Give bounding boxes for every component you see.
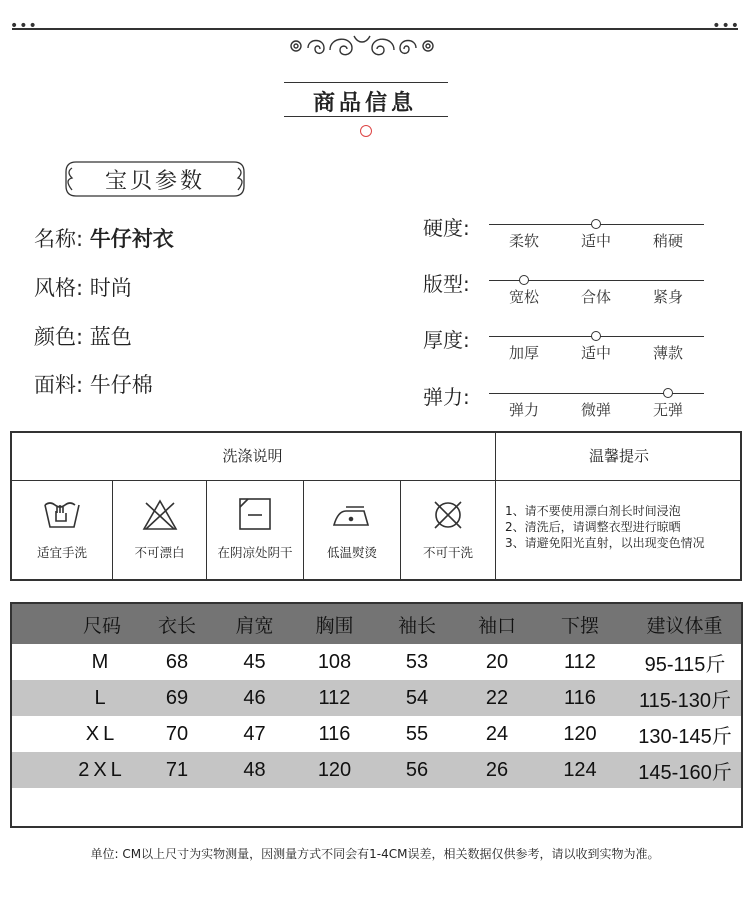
scale-option: 薄款 — [653, 344, 684, 362]
care-label: 适宜手洗 — [36, 545, 87, 560]
scale-option: 合体 — [581, 288, 612, 306]
tip-item: 1、请不要使用漂白剂长时间浸泡 — [505, 504, 681, 518]
size-table-header — [12, 604, 741, 644]
scale-thickness — [423, 324, 713, 374]
scale-option: 适中 — [581, 344, 612, 362]
no-dry-clean-icon — [428, 497, 468, 533]
sleeve-cell: 56 — [405, 758, 429, 781]
weight-cell: 130-145斤 — [638, 725, 732, 748]
header-cell: 胸围 — [315, 615, 354, 637]
attr-key: 面料: — [34, 373, 84, 397]
tips-list — [505, 503, 705, 551]
chest-cell: 108 — [317, 650, 352, 673]
scale-option: 无弹 — [653, 401, 684, 419]
attr-fabric — [34, 369, 153, 399]
scale-option: 适中 — [581, 232, 612, 250]
sleeve-cell: 54 — [405, 686, 429, 709]
hem-cell: 120 — [563, 722, 597, 745]
scale-option: 微弹 — [581, 401, 612, 419]
header-cell: 尺码 — [82, 615, 121, 637]
scale-marker — [663, 388, 673, 398]
no-bleach-icon — [140, 497, 180, 533]
scale-marker — [519, 275, 529, 285]
length-cell: 70 — [165, 722, 189, 745]
cuff-cell: 22 — [485, 686, 509, 709]
attr-key: 颜色: — [34, 325, 84, 349]
length-cell: 68 — [165, 650, 189, 673]
page-title: 商品信息 — [312, 90, 417, 116]
scale-option: 稍硬 — [653, 232, 684, 250]
table-row — [12, 680, 741, 716]
shoulder-cell: 47 — [243, 722, 266, 745]
shoulder-cell: 45 — [243, 650, 266, 673]
scale-option: 柔软 — [509, 232, 540, 250]
shade-dry-icon — [235, 497, 275, 533]
attr-key: 名称: — [34, 227, 84, 251]
size-cell: 2XL — [78, 758, 126, 781]
sleeve-cell: 53 — [405, 650, 429, 673]
care-item-no-dry-clean — [401, 481, 495, 581]
scale-label: 版型: — [423, 272, 470, 296]
attr-value: 时尚 — [89, 276, 132, 300]
weight-cell: 145-160斤 — [638, 761, 732, 784]
header-cell: 建议体重 — [646, 615, 723, 637]
hem-cell: 124 — [563, 758, 597, 781]
size-cell: XL — [85, 722, 119, 745]
cuff-cell: 24 — [485, 722, 509, 745]
care-label: 在阴凉处阴干 — [217, 545, 293, 560]
table-row — [12, 644, 741, 680]
low-iron-icon — [330, 497, 374, 533]
attr-key: 风格: — [34, 276, 84, 300]
shoulder-cell: 46 — [243, 686, 266, 709]
footnote: 单位: CM以上尺寸为实物测量，因测量方式不同会有1-4CM误差，相关数据仅供参考，请以收到实物为准。 — [90, 847, 660, 861]
scale-fit — [423, 268, 713, 318]
attr-color — [34, 321, 132, 351]
cuff-cell: 26 — [485, 758, 509, 781]
weight-cell: 115-130斤 — [639, 689, 731, 712]
care-item-hand-wash — [12, 481, 113, 581]
tips-header: 温馨提示 — [495, 431, 742, 481]
header-cell: 肩宽 — [235, 615, 274, 637]
weight-cell: 95-115斤 — [644, 653, 726, 676]
attr-style — [34, 272, 132, 302]
hem-cell: 116 — [564, 686, 596, 709]
wash-header: 洗涤说明 — [10, 431, 495, 481]
title-rule-bottom — [284, 116, 448, 117]
care-item-no-bleach — [113, 481, 207, 581]
chest-cell: 116 — [318, 722, 351, 745]
scale-elasticity — [423, 381, 713, 431]
size-table — [10, 602, 743, 828]
chest-cell: 112 — [318, 686, 351, 709]
tip-item: 2、清洗后，请调整衣型进行晾晒 — [505, 520, 681, 534]
hem-cell: 112 — [564, 650, 596, 673]
care-item-shade-dry — [207, 481, 304, 581]
title-rule-top — [284, 82, 448, 83]
care-item-low-iron — [304, 481, 401, 581]
attr-value: 牛仔棉 — [89, 373, 153, 397]
sleeve-cell: 55 — [405, 722, 429, 745]
scale-hardness — [423, 212, 713, 262]
care-label: 低温熨烫 — [326, 545, 377, 560]
header-cell: 衣长 — [157, 615, 196, 637]
attr-name — [34, 223, 174, 253]
scale-label: 硬度: — [423, 216, 470, 240]
scale-label: 弹力: — [423, 385, 470, 409]
tip-item: 3、请避免阳光直射，以出现变色情况 — [505, 536, 705, 550]
care-divider — [495, 481, 496, 581]
length-cell: 69 — [165, 686, 189, 709]
chest-cell: 120 — [317, 758, 352, 781]
size-cell: L — [94, 686, 110, 709]
size-cell: M — [91, 650, 113, 673]
attr-value: 牛仔衬衣 — [89, 227, 174, 251]
table-row — [12, 752, 741, 788]
header-cell: 袖长 — [397, 615, 436, 637]
shoulder-cell: 48 — [243, 758, 266, 781]
scale-marker — [591, 331, 601, 341]
scale-marker — [591, 219, 601, 229]
dots-left: ••• — [10, 18, 38, 34]
hand-wash-icon — [42, 497, 82, 533]
header-cell: 下摆 — [560, 615, 599, 637]
care-label: 不可干洗 — [422, 545, 473, 560]
care-label: 不可漂白 — [134, 545, 185, 560]
section-label: 宝贝参数 — [104, 169, 205, 194]
length-cell: 71 — [165, 758, 189, 781]
scale-option: 弹力 — [509, 401, 540, 419]
scroll-ornament-icon — [282, 30, 442, 66]
scale-option: 宽松 — [509, 288, 540, 306]
attr-value: 蓝色 — [89, 325, 132, 349]
scale-option: 紧身 — [653, 288, 684, 306]
cuff-cell: 20 — [485, 650, 509, 673]
header-cell: 袖口 — [477, 615, 516, 637]
dots-right: ••• — [712, 18, 740, 34]
scale-option: 加厚 — [509, 344, 540, 362]
scale-label: 厚度: — [423, 328, 470, 352]
red-circle-icon — [360, 125, 372, 137]
table-row — [12, 716, 741, 752]
